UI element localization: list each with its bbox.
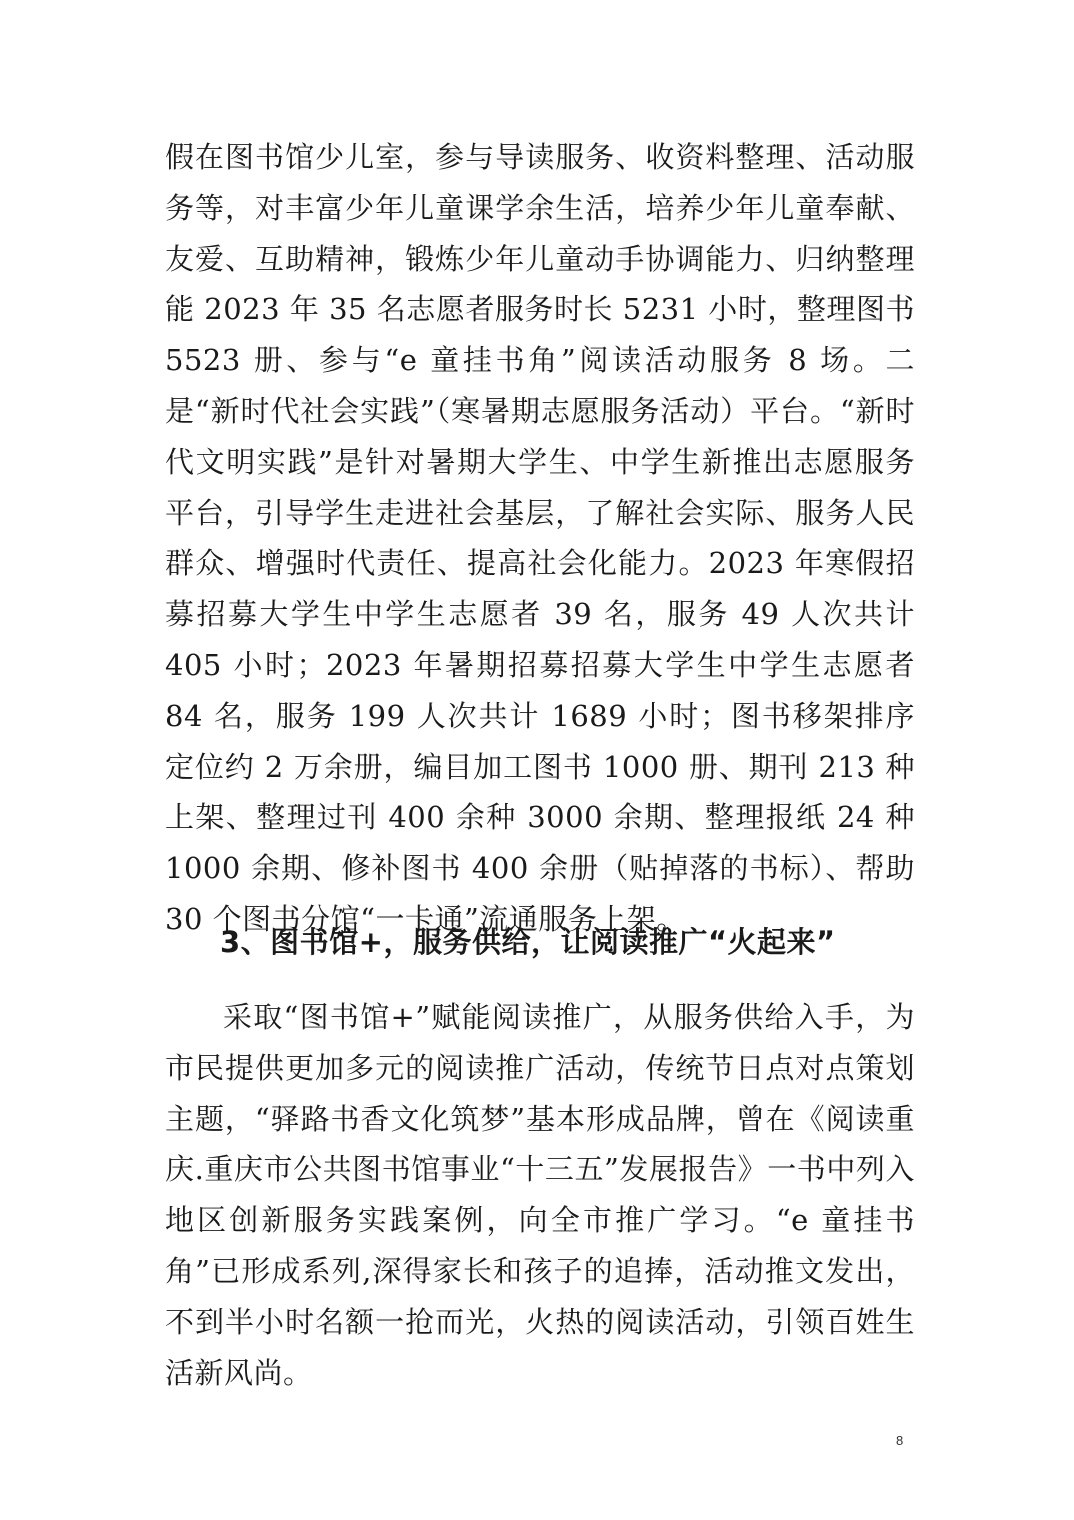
page-number: 8 [896,1433,904,1448]
body-paragraph [165,132,915,945]
paragraph-text: 假在图书馆少儿室，参与导读服务、收资料整理、活动服务等，对丰富少年儿童课学余生活，培养少年儿童奉献、友爱、互助精神，锻炼少年儿童动手协调能力、归纳整理能 2023 年 35 名志愿者服务时长 5231 小时，整理图书 5523 册、参与“e 童挂书角”阅读活动服务 8 场。二是“新时代社会实践”（寒暑期志愿服务活动）平台。“新时代文明实践”是针对暑期大学生、中学生新推出志愿服务平台，引导学生走进社会基层，了解社会实际、服务人民群众、增强时代责任、提高社会化能力。2023 年寒假招募招募大学生中学生志愿者 39 名，服务 49 人次共计 405 小时；2023 年暑期招募招募大学生中学生志愿者 84 名，服务 199 人次共计 1689 小时；图书移架排序定位约 2 万余册，编目加工图书 1000 册、期刊 213 种上架、整理过刊 400 余种 3000 余期、整理报纸 24 种 1000 余期、修补图书 400 余册（贴掉落的书标）、帮助 30 个图书分馆“一卡通”流通服务上架。 [165,140,915,936]
body-paragraph [165,992,915,1398]
section-heading: 3、图书馆+，服务供给，让阅读推广“火起来” [220,925,836,959]
paragraph-text: 采取“图书馆+”赋能阅读推广，从服务供给入手，为市民提供更加多元的阅读推广活动，传统节日点对点策划主题，“驿路书香文化筑梦”基本形成品牌，曾在《阅读重庆.重庆市公共图书馆事业“十三五”发展报告》一书中列入地区创新服务实践案例，向全市推广学习。“e 童挂书角”已形成系列,深得家长和孩子的追捧，活动推文发出，不到半小时名额一抢而光，火热的阅读活动，引领百姓生活新风尚。 [165,1000,915,1390]
